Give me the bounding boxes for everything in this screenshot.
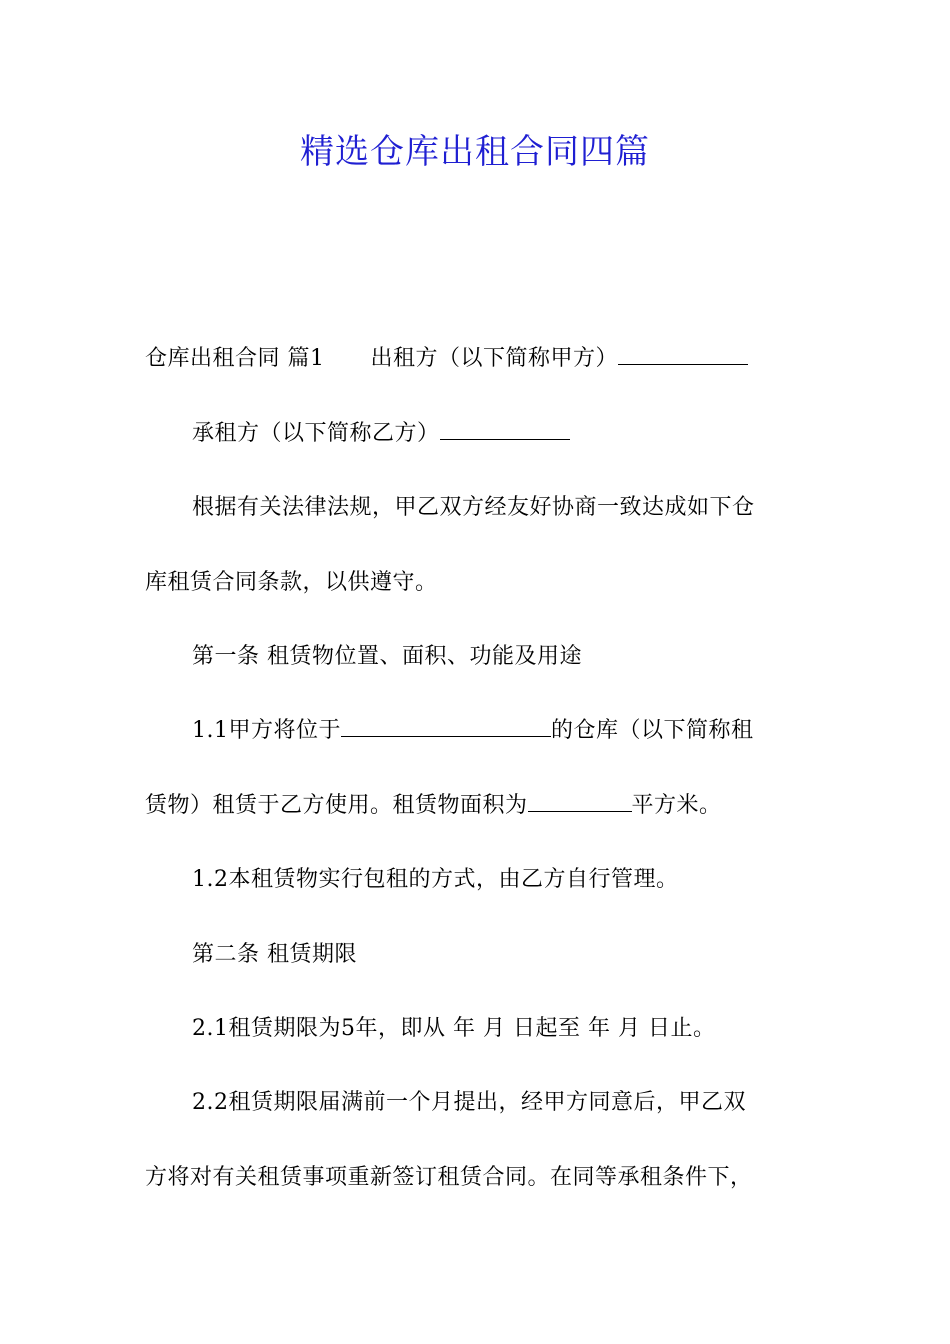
clause-1-1-end: 的仓库（以下简称租 bbox=[551, 718, 754, 743]
paragraph-line-2 bbox=[192, 419, 570, 449]
location-blank bbox=[341, 716, 551, 737]
area-text: 赁物）租赁于乙方使用。租赁物面积为 bbox=[145, 793, 528, 818]
paragraph-line-4: 库租赁合同条款，以供遵守。 bbox=[145, 570, 438, 595]
article-one-heading: 第一条 租赁物位置、面积、功能及用途 bbox=[192, 644, 582, 669]
paragraph-line-1 bbox=[145, 344, 748, 374]
paragraph-line-3: 根据有关法律法规，甲乙双方经友好协商一致达成如下仓 bbox=[192, 495, 755, 520]
clause-2-2-continued: 方将对有关租赁事项重新签订租赁合同。在同等承租条件下， bbox=[145, 1165, 753, 1190]
paragraph-line-7 bbox=[145, 791, 722, 821]
paragraph-line-6 bbox=[192, 716, 754, 746]
area-unit: 平方米。 bbox=[631, 793, 722, 818]
contract-heading: 仓库出租合同 篇1 bbox=[145, 346, 325, 371]
clause-2-1: 2.1租赁期限为5年，即从 年 月 日起至 年 月 日止。 bbox=[192, 1016, 716, 1041]
clause-2-2-start: 2.2租赁期限届满前一个月提出，经甲方同意后，甲乙双 bbox=[192, 1090, 746, 1115]
document-title: 精选仓库出租合同四篇 bbox=[300, 132, 650, 172]
clause-1-1-start: 1.1甲方将位于 bbox=[192, 718, 341, 743]
lessee-label: 承租方（以下简称乙方） bbox=[192, 421, 440, 446]
article-two-heading: 第二条 租赁期限 bbox=[192, 942, 357, 967]
lessor-blank bbox=[618, 344, 748, 365]
clause-1-2: 1.2本租赁物实行包租的方式，由乙方自行管理。 bbox=[192, 867, 679, 892]
lessee-blank bbox=[440, 419, 570, 440]
lessor-label: 出租方（以下简称甲方） bbox=[370, 346, 619, 371]
area-blank bbox=[528, 791, 632, 812]
